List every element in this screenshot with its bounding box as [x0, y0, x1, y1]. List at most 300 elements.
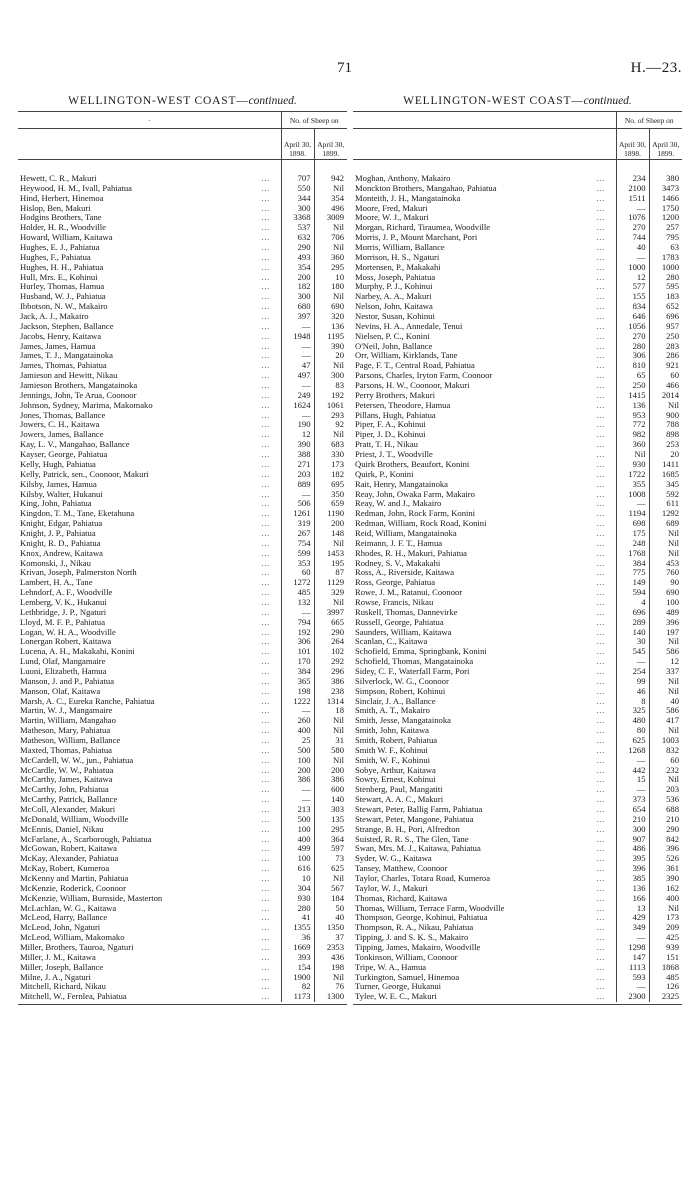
owner-name: Stewart, Peter, Ballig Farm, Pahiatua	[355, 805, 483, 814]
sheep-1899: 250	[649, 332, 682, 342]
sheep-1899: 345	[649, 480, 682, 490]
sheep-1899: 303	[314, 805, 347, 815]
owner-name: Smith W. F., Kohinui	[355, 745, 428, 755]
sheep-1898: 497	[281, 371, 314, 381]
table-row	[18, 312, 347, 322]
leader-dots: …	[260, 509, 270, 519]
table-row	[353, 756, 682, 766]
sheep-1899: 1466	[649, 194, 682, 204]
sheep-1899: 2353	[314, 943, 347, 953]
owner-name: Kingdon, T. M., Tane, Eketahuna	[20, 509, 135, 519]
sheep-1898: —	[281, 490, 314, 500]
owner-name: Lonergan Robert, Kaitawa	[20, 637, 112, 647]
leader-dots: …	[595, 952, 605, 962]
table-row	[353, 844, 682, 854]
leader-dots: …	[595, 499, 605, 509]
sheep-1899: 1200	[649, 213, 682, 223]
leader-dots: …	[260, 805, 270, 814]
owner-name: Ruskell, Thomas, Dannevirke	[355, 607, 458, 617]
sheep-1898: 594	[616, 588, 649, 598]
owner-name: Rodney, S. V., Makakahi	[355, 558, 441, 568]
sheep-1898: 136	[616, 401, 649, 411]
owner-name: Lehndorf, A. F., Woodville	[20, 588, 113, 598]
owner-name: McKay, Robert, Kumeroa	[20, 864, 110, 874]
sheep-1898: 654	[616, 805, 649, 815]
owner-name: Orr, William, Kirklands, Tane	[355, 351, 458, 361]
leader-dots: …	[260, 982, 270, 992]
sheep-1898: 1768	[616, 549, 649, 559]
sheep-1899: 329	[314, 588, 347, 598]
leader-dots: …	[260, 469, 270, 479]
table-row	[353, 726, 682, 736]
owner-name: Hughes, H. H., Pahiatua	[20, 262, 104, 272]
table-row	[18, 549, 347, 559]
sheep-1898: 80	[616, 726, 649, 736]
sheep-1899: 386	[314, 677, 347, 687]
leader-dots: …	[260, 972, 270, 982]
owner-name: Jackson, Stephen, Ballance	[20, 321, 114, 331]
owner-name: Logan, W. H. A., Woodville	[20, 627, 116, 637]
sheep-1898: 140	[616, 628, 649, 638]
table-row	[353, 805, 682, 815]
sheep-1899: 18	[314, 706, 347, 716]
sheep-1899: 253	[649, 440, 682, 450]
sheep-1899: 257	[649, 223, 682, 233]
leader-dots: …	[260, 864, 270, 874]
table-row	[353, 982, 682, 992]
table-row	[353, 647, 682, 657]
sheep-1899: 453	[649, 559, 682, 569]
table-row	[18, 351, 347, 361]
sheep-1898: 100	[281, 825, 314, 835]
col-1898-header: April 30, 1898.	[281, 129, 314, 160]
leader-dots: …	[260, 223, 270, 233]
table-row	[353, 667, 682, 677]
sheep-1899: 290	[649, 825, 682, 835]
sheep-1899: Nil	[314, 243, 347, 253]
owner-name: Knight, R. D., Pahiatua	[20, 538, 101, 548]
sheep-1898: 442	[616, 766, 649, 776]
leader-dots: …	[260, 213, 270, 223]
sheep-1898: 175	[616, 529, 649, 539]
table-row	[18, 470, 347, 480]
sheep-1899: 360	[314, 253, 347, 263]
leader-dots: …	[260, 558, 270, 568]
table-row	[18, 213, 347, 223]
sheep-1898: 577	[616, 282, 649, 292]
leader-dots: …	[260, 381, 270, 391]
sheep-1899: Nil	[649, 539, 682, 549]
sheep-1898: 775	[616, 568, 649, 578]
owner-name: Tipping, J. and S. K. S., Makairo	[355, 933, 469, 943]
owner-name: Tripe, W. A., Hamua	[355, 962, 427, 972]
table-row	[18, 854, 347, 864]
sheep-1898: 393	[281, 953, 314, 963]
table-row	[18, 273, 347, 283]
leader-dots: …	[595, 479, 605, 489]
leader-dots: …	[595, 824, 605, 834]
table-row	[18, 923, 347, 933]
sheep-1898: 210	[616, 815, 649, 825]
table-row	[18, 825, 347, 835]
owner-name: Mitchell, Richard, Nikau	[20, 982, 106, 992]
sheep-1899: 526	[649, 854, 682, 864]
table-row	[18, 361, 347, 371]
owner-name: Pratt, T. H., Nikau	[355, 440, 418, 450]
owner-name: Lemberg, V. K., Hukanui	[20, 597, 107, 607]
sheep-1898: 149	[616, 578, 649, 588]
sheep-1898: 8	[616, 697, 649, 707]
sheep-1898: 100	[281, 756, 314, 766]
owner-name: Rait, Henry, Mangatainoka	[355, 479, 448, 489]
leader-dots: …	[260, 992, 270, 1002]
sheep-1899: 209	[649, 923, 682, 933]
owner-name: Russell, George, Pahiatua	[355, 617, 444, 627]
table-row	[18, 647, 347, 657]
table-row	[353, 825, 682, 835]
sheep-1899: 330	[314, 450, 347, 460]
table-row	[353, 233, 682, 243]
owner-name: Kelly, Patrick, sen., Coonoor, Makuri	[20, 469, 149, 479]
leader-dots: …	[260, 390, 270, 400]
table-row	[18, 618, 347, 628]
sheep-1898: 254	[616, 667, 649, 677]
leader-dots: …	[260, 765, 270, 775]
leader-dots: …	[595, 893, 605, 903]
sheep-1899: 361	[649, 864, 682, 874]
table-row	[18, 440, 347, 450]
table-row	[18, 844, 347, 854]
sheep-1899: 683	[314, 440, 347, 450]
table-row	[18, 588, 347, 598]
owner-name: Tylee, W. E. C., Makuri	[355, 992, 437, 1002]
owner-name: Saunders, William, Kaitawa	[355, 627, 452, 637]
sheep-1899: 238	[314, 687, 347, 697]
sheep-1898: 82	[281, 982, 314, 992]
sheep-1898: 136	[616, 884, 649, 894]
owner-name: Priest, J. T., Woodville	[355, 450, 433, 460]
owner-name: Lund, Olaf, Mangamaire	[20, 657, 106, 667]
owner-name: Narbey, A. A., Makuri	[355, 292, 432, 302]
sheep-1898: 166	[616, 894, 649, 904]
table-row	[18, 450, 347, 460]
sheep-1899: 396	[649, 844, 682, 854]
owner-name: Morris, J. P., Mount Marchant, Pori	[355, 233, 478, 243]
owner-name: Page, F. T., Central Road, Pahiatua	[355, 361, 475, 371]
sheep-1899: 264	[314, 637, 347, 647]
sheep-1898: 1000	[616, 263, 649, 273]
sheep-1899: 73	[314, 854, 347, 864]
table-row	[353, 223, 682, 233]
owner-name: Smith, Jesse, Mangatainoka	[355, 716, 451, 726]
leader-dots: …	[595, 745, 605, 755]
owner-name: Lucena, A. H., Makakahi, Konini	[20, 647, 135, 657]
owner-name: Petersen, Theodore, Hamua	[355, 400, 451, 410]
sheep-1899: Nil	[649, 549, 682, 559]
leader-dots: …	[260, 568, 270, 578]
sheep-1899: 536	[649, 795, 682, 805]
leader-dots: …	[260, 400, 270, 410]
leader-dots: …	[595, 637, 605, 647]
leader-dots: …	[595, 450, 605, 460]
sheep-1898: 360	[616, 440, 649, 450]
table-row	[18, 697, 347, 707]
leader-dots: …	[595, 213, 605, 223]
table-row	[18, 381, 347, 391]
owner-name: Parsons, Charles, Iryton Farm, Coonoor	[355, 371, 493, 381]
sheep-1899: 182	[314, 470, 347, 480]
owner-name: Perry Brothers, Makuri	[355, 390, 435, 400]
sheep-1899: Nil	[314, 292, 347, 302]
leader-dots: …	[595, 765, 605, 775]
table-row	[18, 322, 347, 332]
table-row	[353, 795, 682, 805]
table-row	[18, 282, 347, 292]
sheep-1898: 593	[616, 973, 649, 983]
owner-name: Miller, J. M., Kaitawa	[20, 952, 96, 962]
leader-dots: …	[595, 282, 605, 292]
sheep-1899: 320	[314, 312, 347, 322]
table-row	[353, 746, 682, 756]
owner-name: McCarthy, Patrick, Ballance	[20, 795, 118, 805]
leader-dots: …	[260, 814, 270, 824]
leader-dots: …	[595, 854, 605, 864]
sheep-1899: 40	[314, 913, 347, 923]
sheep-1898: 1261	[281, 509, 314, 519]
sheep-1899: 140	[314, 795, 347, 805]
sheep-1898: 101	[281, 647, 314, 657]
table-row	[18, 460, 347, 470]
sheep-1899: Nil	[314, 430, 347, 440]
owner-name: Kilsby, Walter, Hukanui	[20, 489, 103, 499]
owner-name: Howard, William, Kaitawa	[20, 233, 113, 243]
table-row	[353, 480, 682, 490]
leader-dots: …	[595, 538, 605, 548]
leader-dots: …	[595, 420, 605, 430]
sheep-1898: 198	[281, 687, 314, 697]
sheep-1898: 1624	[281, 401, 314, 411]
owner-name: Piper, J. D., Kohinui	[355, 430, 426, 440]
sheep-1898: 36	[281, 933, 314, 943]
leader-dots: …	[260, 716, 270, 726]
table-row	[353, 371, 682, 381]
sheep-1899: 1129	[314, 578, 347, 588]
sheep-1898: 616	[281, 864, 314, 874]
leader-dots: …	[260, 282, 270, 292]
owner-name: Husband, W. J., Pahiatua	[20, 292, 106, 302]
sheep-1899: 760	[649, 568, 682, 578]
sheep-1899: 293	[314, 411, 347, 421]
leader-dots: …	[260, 252, 270, 262]
table-row	[18, 746, 347, 756]
owner-name: Tonkinson, William, Coonoor	[355, 952, 458, 962]
owner-name: Miller, Joseph, Ballance	[20, 962, 104, 972]
table-row	[18, 332, 347, 342]
sheep-1898: 182	[281, 282, 314, 292]
sheep-1898: 388	[281, 450, 314, 460]
table-row	[18, 687, 347, 697]
leader-dots: …	[595, 400, 605, 410]
sheep-1898: 384	[281, 667, 314, 677]
sheep-1898: 500	[281, 815, 314, 825]
sheep-1898: 772	[616, 420, 649, 430]
owner-name: McLachlan, W. G., Kaitawa	[20, 903, 117, 913]
table-row	[353, 598, 682, 608]
sheep-1898: 344	[281, 194, 314, 204]
leader-dots: …	[595, 548, 605, 558]
table-row	[353, 342, 682, 352]
leader-dots: …	[595, 331, 605, 341]
table-row	[18, 894, 347, 904]
leader-dots: …	[595, 430, 605, 440]
sheep-1899: 942	[314, 174, 347, 184]
sheep-1899: 162	[649, 884, 682, 894]
table-row	[18, 766, 347, 776]
sheep-1898: 290	[281, 243, 314, 253]
sheep-1899: 286	[649, 351, 682, 361]
owner-header	[353, 112, 616, 129]
table-row	[353, 381, 682, 391]
sheep-1899: 50	[314, 904, 347, 914]
table-row	[18, 913, 347, 923]
sheep-1898: 480	[616, 716, 649, 726]
sheep-1898: 355	[616, 480, 649, 490]
sheep-1898: 834	[616, 302, 649, 312]
sheep-1898: 1415	[616, 391, 649, 401]
leader-dots: …	[260, 647, 270, 657]
leader-dots: …	[260, 499, 270, 509]
sheep-1899: 485	[649, 973, 682, 983]
sheep-1899: 567	[314, 884, 347, 894]
sheep-1899: 1868	[649, 963, 682, 973]
table-row	[18, 657, 347, 667]
sheep-1899: 900	[649, 411, 682, 421]
owner-name: Redman, John, Rock Farm, Konini	[355, 509, 476, 519]
sheep-1899: 436	[314, 953, 347, 963]
sheep-1899: 280	[649, 273, 682, 283]
owner-name: Taylor, W. J., Makuri	[355, 883, 428, 893]
sheep-1898: 384	[616, 559, 649, 569]
sheep-1898: 386	[281, 775, 314, 785]
sheep-1899: 295	[314, 263, 347, 273]
leader-dots: …	[260, 578, 270, 588]
table-row	[353, 913, 682, 923]
leader-dots: …	[260, 519, 270, 529]
leader-dots: …	[595, 381, 605, 391]
sheep-1898: 889	[281, 480, 314, 490]
owner-name: Sidey, C. F., Waterfall Farm, Pori	[355, 666, 470, 676]
table-row	[353, 332, 682, 342]
leader-dots: …	[595, 676, 605, 686]
sheep-1898: 154	[281, 963, 314, 973]
sheep-1899: Nil	[314, 184, 347, 194]
sheep-1899: 10	[314, 273, 347, 283]
sheep-1898: 300	[281, 204, 314, 214]
table-row	[18, 874, 347, 884]
sheep-1899: Nil	[649, 529, 682, 539]
sheep-1899: 300	[314, 371, 347, 381]
owner-name: McDonald, William, Woodville	[20, 814, 129, 824]
sheep-1899: 1685	[649, 470, 682, 480]
owner-name: Marsh, A. C., Eureka Ranche, Pahiatua	[20, 696, 155, 706]
sheep-1899: 295	[314, 825, 347, 835]
leader-dots: …	[595, 440, 605, 450]
sheep-1898: 982	[616, 430, 649, 440]
owner-name: Kelly, Hugh, Pahiatua	[20, 459, 96, 469]
owner-name: Johnson, Sydney, Marima, Makomako	[20, 400, 153, 410]
table-row	[18, 716, 347, 726]
sheep-1899: 37	[314, 933, 347, 943]
sheep-1898: 907	[616, 835, 649, 845]
sheep-1899: 832	[649, 746, 682, 756]
table-row	[18, 578, 347, 588]
section-title: WELLINGTON-WEST COAST—continued.	[68, 95, 297, 107]
owner-name: McKenny and Martin, Pahiatua	[20, 874, 129, 884]
sheep-1898: 1076	[616, 213, 649, 223]
sheep-1899: 292	[314, 657, 347, 667]
sheep-1899: 586	[649, 706, 682, 716]
table-row	[353, 499, 682, 509]
sheep-1899: 3997	[314, 608, 347, 618]
table-row	[18, 253, 347, 263]
sheep-1898: 300	[281, 292, 314, 302]
owner-name: Hughes, F., Pahiatua	[20, 252, 91, 262]
owner-name: Simpson, Robert, Kohinui	[355, 686, 446, 696]
sheep-1898: 306	[281, 637, 314, 647]
table-row	[353, 204, 682, 214]
sheep-1899: 283	[649, 342, 682, 352]
leader-dots: …	[595, 943, 605, 953]
leader-dots: …	[595, 735, 605, 745]
sheep-1898: 65	[616, 371, 649, 381]
sheep-1899: 611	[649, 499, 682, 509]
sheep-1899: 126	[649, 982, 682, 992]
owner-name: Lethbridge, J. P., Ngaturi	[20, 607, 107, 617]
sheep-1899: 3473	[649, 184, 682, 194]
sheep-1898: 400	[281, 726, 314, 736]
leader-dots: …	[595, 864, 605, 874]
sheep-1898: 1008	[616, 490, 649, 500]
sheep-1898: 12	[616, 273, 649, 283]
leader-dots: …	[260, 597, 270, 607]
owner-name: Morris, William, Ballance	[355, 243, 445, 253]
table-row	[18, 519, 347, 529]
leader-dots: …	[260, 943, 270, 953]
table-row	[18, 756, 347, 766]
sheep-1898: 1113	[616, 963, 649, 973]
table-row	[353, 549, 682, 559]
table-row	[353, 361, 682, 371]
leader-dots: …	[595, 302, 605, 312]
sheep-1899: 788	[649, 420, 682, 430]
sheep-1898: 354	[281, 263, 314, 273]
owner-name: Jowers, James, Ballance	[20, 430, 104, 440]
sheep-1899: Nil	[314, 716, 347, 726]
table-row	[18, 371, 347, 381]
sheep-1898: 30	[616, 637, 649, 647]
sheep-1899: 184	[314, 894, 347, 904]
owner-name: Moghan, Anthony, Makairo	[355, 174, 451, 183]
owner-name: McCarthy, James, Kaitawa	[20, 775, 113, 785]
leader-dots: …	[595, 509, 605, 519]
page-number: 71	[337, 60, 352, 76]
sheep-1899: 580	[314, 746, 347, 756]
leader-dots: …	[260, 272, 270, 282]
leader-dots: …	[595, 962, 605, 972]
sheep-1899: 586	[649, 647, 682, 657]
sheep-1898: 132	[281, 598, 314, 608]
owner-name: Pillans, Hugh, Pahiatua	[355, 410, 436, 420]
